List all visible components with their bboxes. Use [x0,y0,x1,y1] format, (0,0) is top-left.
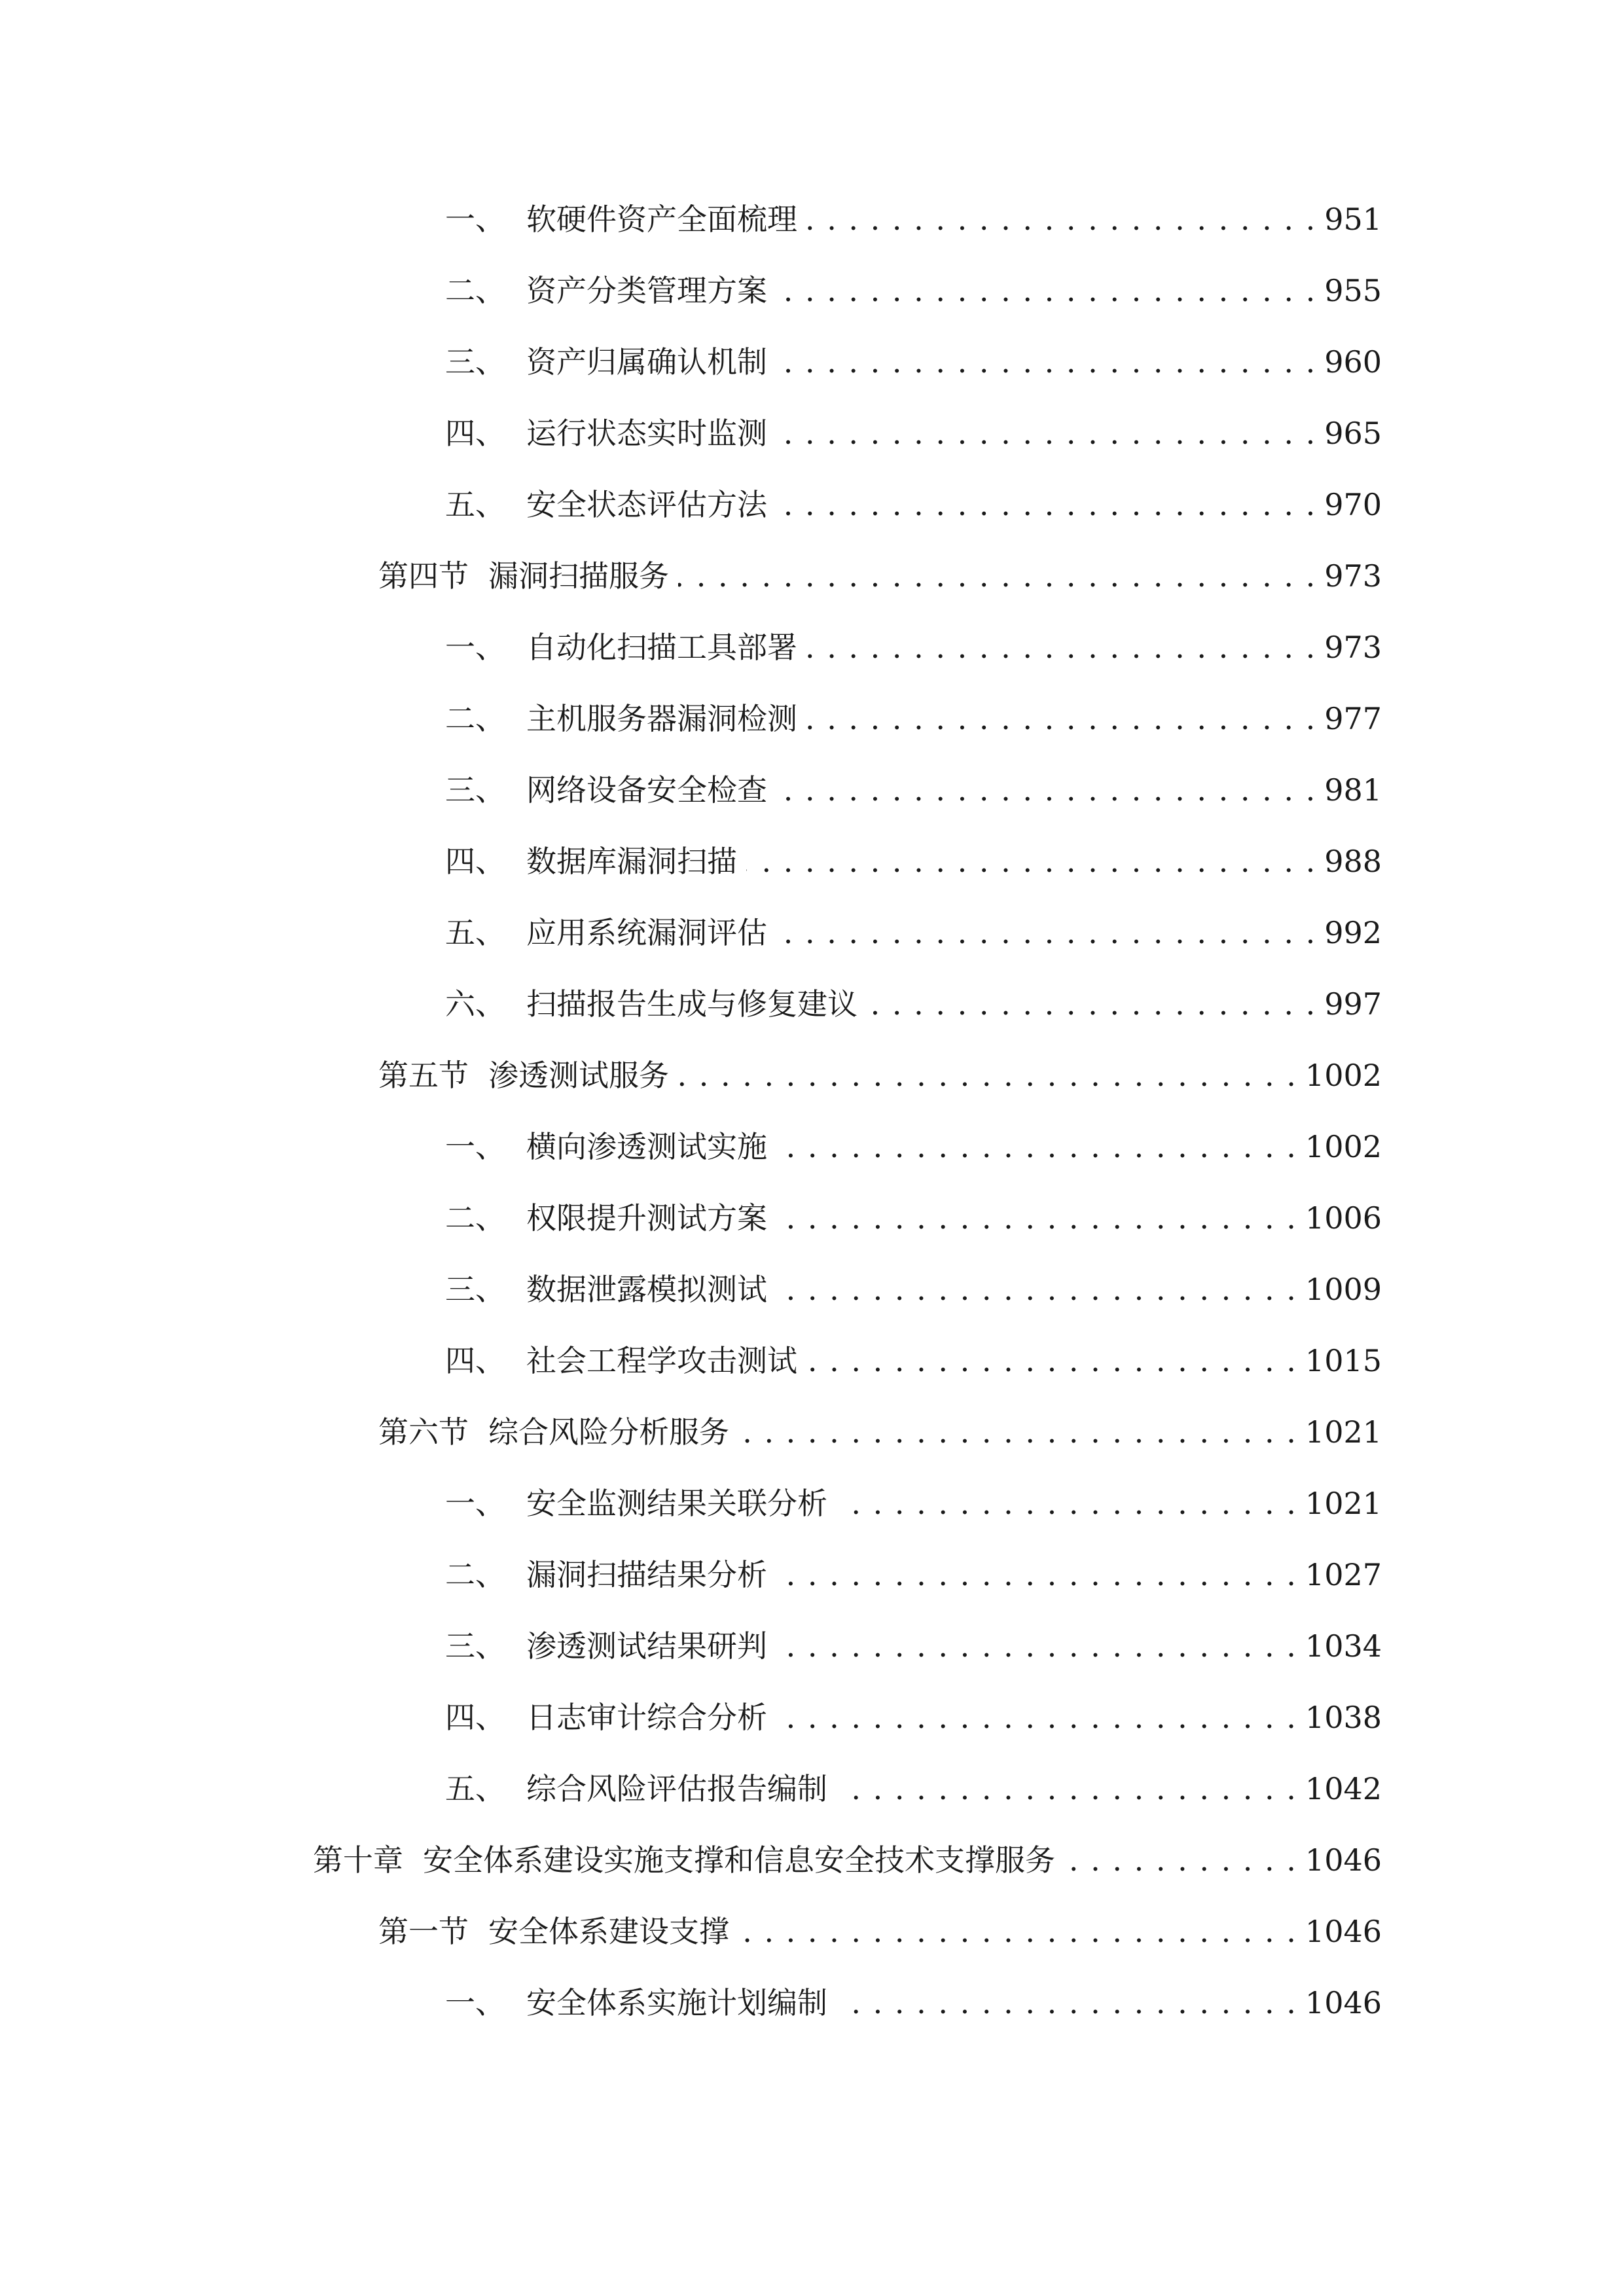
toc-entry-page: 955 [1324,273,1382,308]
toc-entry[interactable] [445,1192,1382,1244]
toc-entry-page: 951 [1324,202,1382,237]
toc-entry-number: 二、 [445,1557,505,1592]
toc-entry-title: 综合风险分析服务 [488,1414,729,1450]
toc-entry-page: 1034 [1305,1628,1382,1664]
toc-entry-number: 四、 [445,1343,505,1378]
toc-entry[interactable] [313,1834,1382,1886]
toc-entry-number: 一、 [445,1129,505,1164]
toc-dot-leader [806,1335,1297,1387]
toc-entry-title: 网络设备安全检查 [526,772,767,808]
toc-entry-title: 数据库漏洞扫描 [526,844,737,879]
toc-entry[interactable] [378,1905,1382,1958]
toc-entry-title: 运行状态实时监测 [526,416,767,451]
toc-entry-page: 992 [1324,915,1382,950]
toc-dot-leader [837,1477,1297,1530]
toc-dot-leader [678,550,1316,602]
toc-entry-number: 第一节 [378,1914,469,1949]
toc-entry-title: 漏洞扫描服务 [488,558,669,594]
toc-entry[interactable] [445,1549,1382,1601]
toc-entry-page: 988 [1324,844,1382,879]
toc-entry[interactable] [445,1620,1382,1672]
toc-entry-number: 四、 [445,1700,505,1735]
toc-dot-leader [776,478,1316,531]
toc-entry-number: 四、 [445,416,505,451]
toc-entry[interactable] [445,835,1382,888]
toc-dot-leader [1064,1834,1297,1886]
toc-dot-leader [837,1763,1297,1815]
toc-entry-number: 一、 [445,630,505,665]
toc-entry-page: 1046 [1305,1914,1382,1949]
toc-entry-title: 渗透测试服务 [488,1058,669,1093]
toc-entry-number: 一、 [445,1985,505,2020]
toc-entry[interactable] [378,1049,1382,1102]
toc-entry-title: 安全体系实施计划编制 [526,1985,827,2020]
toc-entry-page: 977 [1324,701,1382,736]
toc-dot-leader [776,1549,1297,1601]
toc-entry-number: 三、 [445,1628,505,1664]
toc-entry-number: 二、 [445,273,505,308]
toc-entry-title: 应用系统漏洞评估 [526,915,767,950]
toc-entry[interactable] [445,764,1382,816]
toc-entry-number: 四、 [445,844,505,879]
toc-entry-title: 安全监测结果关联分析 [526,1486,827,1521]
toc-entry-number: 三、 [445,1272,505,1307]
toc-entry-title: 资产归属确认机制 [526,344,767,380]
toc-dot-leader [806,692,1316,745]
toc-entry[interactable] [445,692,1382,745]
toc-entry-number: 一、 [445,1486,505,1521]
toc-entry[interactable] [445,478,1382,531]
toc-entry[interactable] [445,193,1382,245]
toc-entry-title: 安全体系建设实施支撑和信息安全技术支撑服务 [423,1842,1055,1878]
toc-dot-leader [776,1620,1297,1672]
toc-entry-page: 1009 [1305,1272,1382,1307]
toc-entry[interactable] [445,1477,1382,1530]
toc-entry[interactable] [445,621,1382,673]
toc-entry[interactable] [445,1121,1382,1173]
toc-entry[interactable] [445,407,1382,459]
toc-dot-leader [738,1905,1297,1958]
toc-entry-page: 1002 [1305,1058,1382,1093]
toc-dot-leader [837,1977,1297,2029]
toc-entry-number: 第五节 [378,1058,469,1093]
toc-entry-number: 五、 [445,915,505,950]
toc-entry[interactable] [445,1977,1382,2029]
toc-entry-number: 五、 [445,487,505,522]
toc-dot-leader [776,407,1316,459]
toc-entry-number: 第十章 [313,1842,403,1878]
toc-entry-page: 1046 [1305,1985,1382,2020]
toc-entry-page: 1038 [1305,1700,1382,1735]
toc-entry-page: 1027 [1305,1557,1382,1592]
toc-entry-page: 965 [1324,416,1382,451]
toc-entry-page: 970 [1324,487,1382,522]
toc-entry-title: 安全体系建设支撑 [488,1914,729,1949]
toc-entry-number: 三、 [445,344,505,380]
toc-dot-leader [776,764,1316,816]
toc-entry-title: 软硬件资产全面梳理 [526,202,797,237]
toc-entry-page: 960 [1324,344,1382,380]
toc-entry[interactable] [445,906,1382,959]
toc-dot-leader [776,1263,1297,1316]
toc-entry-number: 第四节 [378,558,469,594]
toc-entry-number: 二、 [445,701,505,736]
toc-entry-title: 社会工程学攻击测试 [526,1343,797,1378]
toc-entry[interactable] [445,978,1382,1030]
toc-entry-number: 五、 [445,1771,505,1806]
toc-entry-title: 漏洞扫描结果分析 [526,1557,767,1592]
toc-entry[interactable] [378,1406,1382,1458]
toc-entry-title: 扫描报告生成与修复建议 [526,986,857,1022]
toc-entry[interactable] [445,1263,1382,1316]
toc-entry-number: 六、 [445,986,505,1022]
toc-entry-page: 973 [1324,630,1382,665]
toc-dot-leader [776,264,1316,317]
toc-dot-leader [806,193,1316,245]
toc-entry-number: 第六节 [378,1414,469,1450]
toc-entry-page: 1015 [1305,1343,1382,1378]
toc-entry-page: 981 [1324,772,1382,808]
toc-entry-page: 1021 [1305,1486,1382,1521]
toc-entry-page: 1046 [1305,1842,1382,1878]
toc-dot-leader [806,621,1316,673]
toc-entry-page: 1002 [1305,1129,1382,1164]
toc-entry-title: 数据泄露模拟测试 [526,1272,767,1307]
toc-dot-leader [678,1049,1297,1102]
toc-dot-leader [776,336,1316,388]
toc-entry-number: 二、 [445,1200,505,1236]
toc-entry-title: 综合风险评估报告编制 [526,1771,827,1806]
toc-entry-page: 1042 [1305,1771,1382,1806]
toc-entry-number: 一、 [445,202,505,237]
toc-entry[interactable] [378,550,1382,602]
toc-entry-title: 渗透测试结果研判 [526,1628,767,1664]
toc-entry-page: 1021 [1305,1414,1382,1450]
toc-entry-title: 横向渗透测试实施 [526,1129,767,1164]
toc-entry-title: 权限提升测试方案 [526,1200,767,1236]
toc-entry-title: 自动化扫描工具部署 [526,630,797,665]
toc-entry-title: 主机服务器漏洞检测 [526,701,797,736]
toc-entry[interactable] [445,1691,1382,1744]
toc-dot-leader [776,1121,1297,1173]
toc-entry-page: 997 [1324,986,1382,1022]
toc-dot-leader [776,1192,1297,1244]
toc-dot-leader [776,1691,1297,1744]
toc-dot-leader [738,1406,1297,1458]
toc-entry[interactable] [445,1763,1382,1815]
toc-dot-leader [746,835,1316,888]
toc-entry-page: 973 [1324,558,1382,594]
toc-entry[interactable] [445,1335,1382,1387]
toc-entry-title: 日志审计综合分析 [526,1700,767,1735]
toc-entry-page: 1006 [1305,1200,1382,1236]
toc-dot-leader [867,978,1316,1030]
toc-dot-leader [776,906,1316,959]
toc-entry-title: 资产分类管理方案 [526,273,767,308]
toc-entry-number: 三、 [445,772,505,808]
toc-entry[interactable] [445,264,1382,317]
toc-entry[interactable] [445,336,1382,388]
toc-entry-title: 安全状态评估方法 [526,487,767,522]
